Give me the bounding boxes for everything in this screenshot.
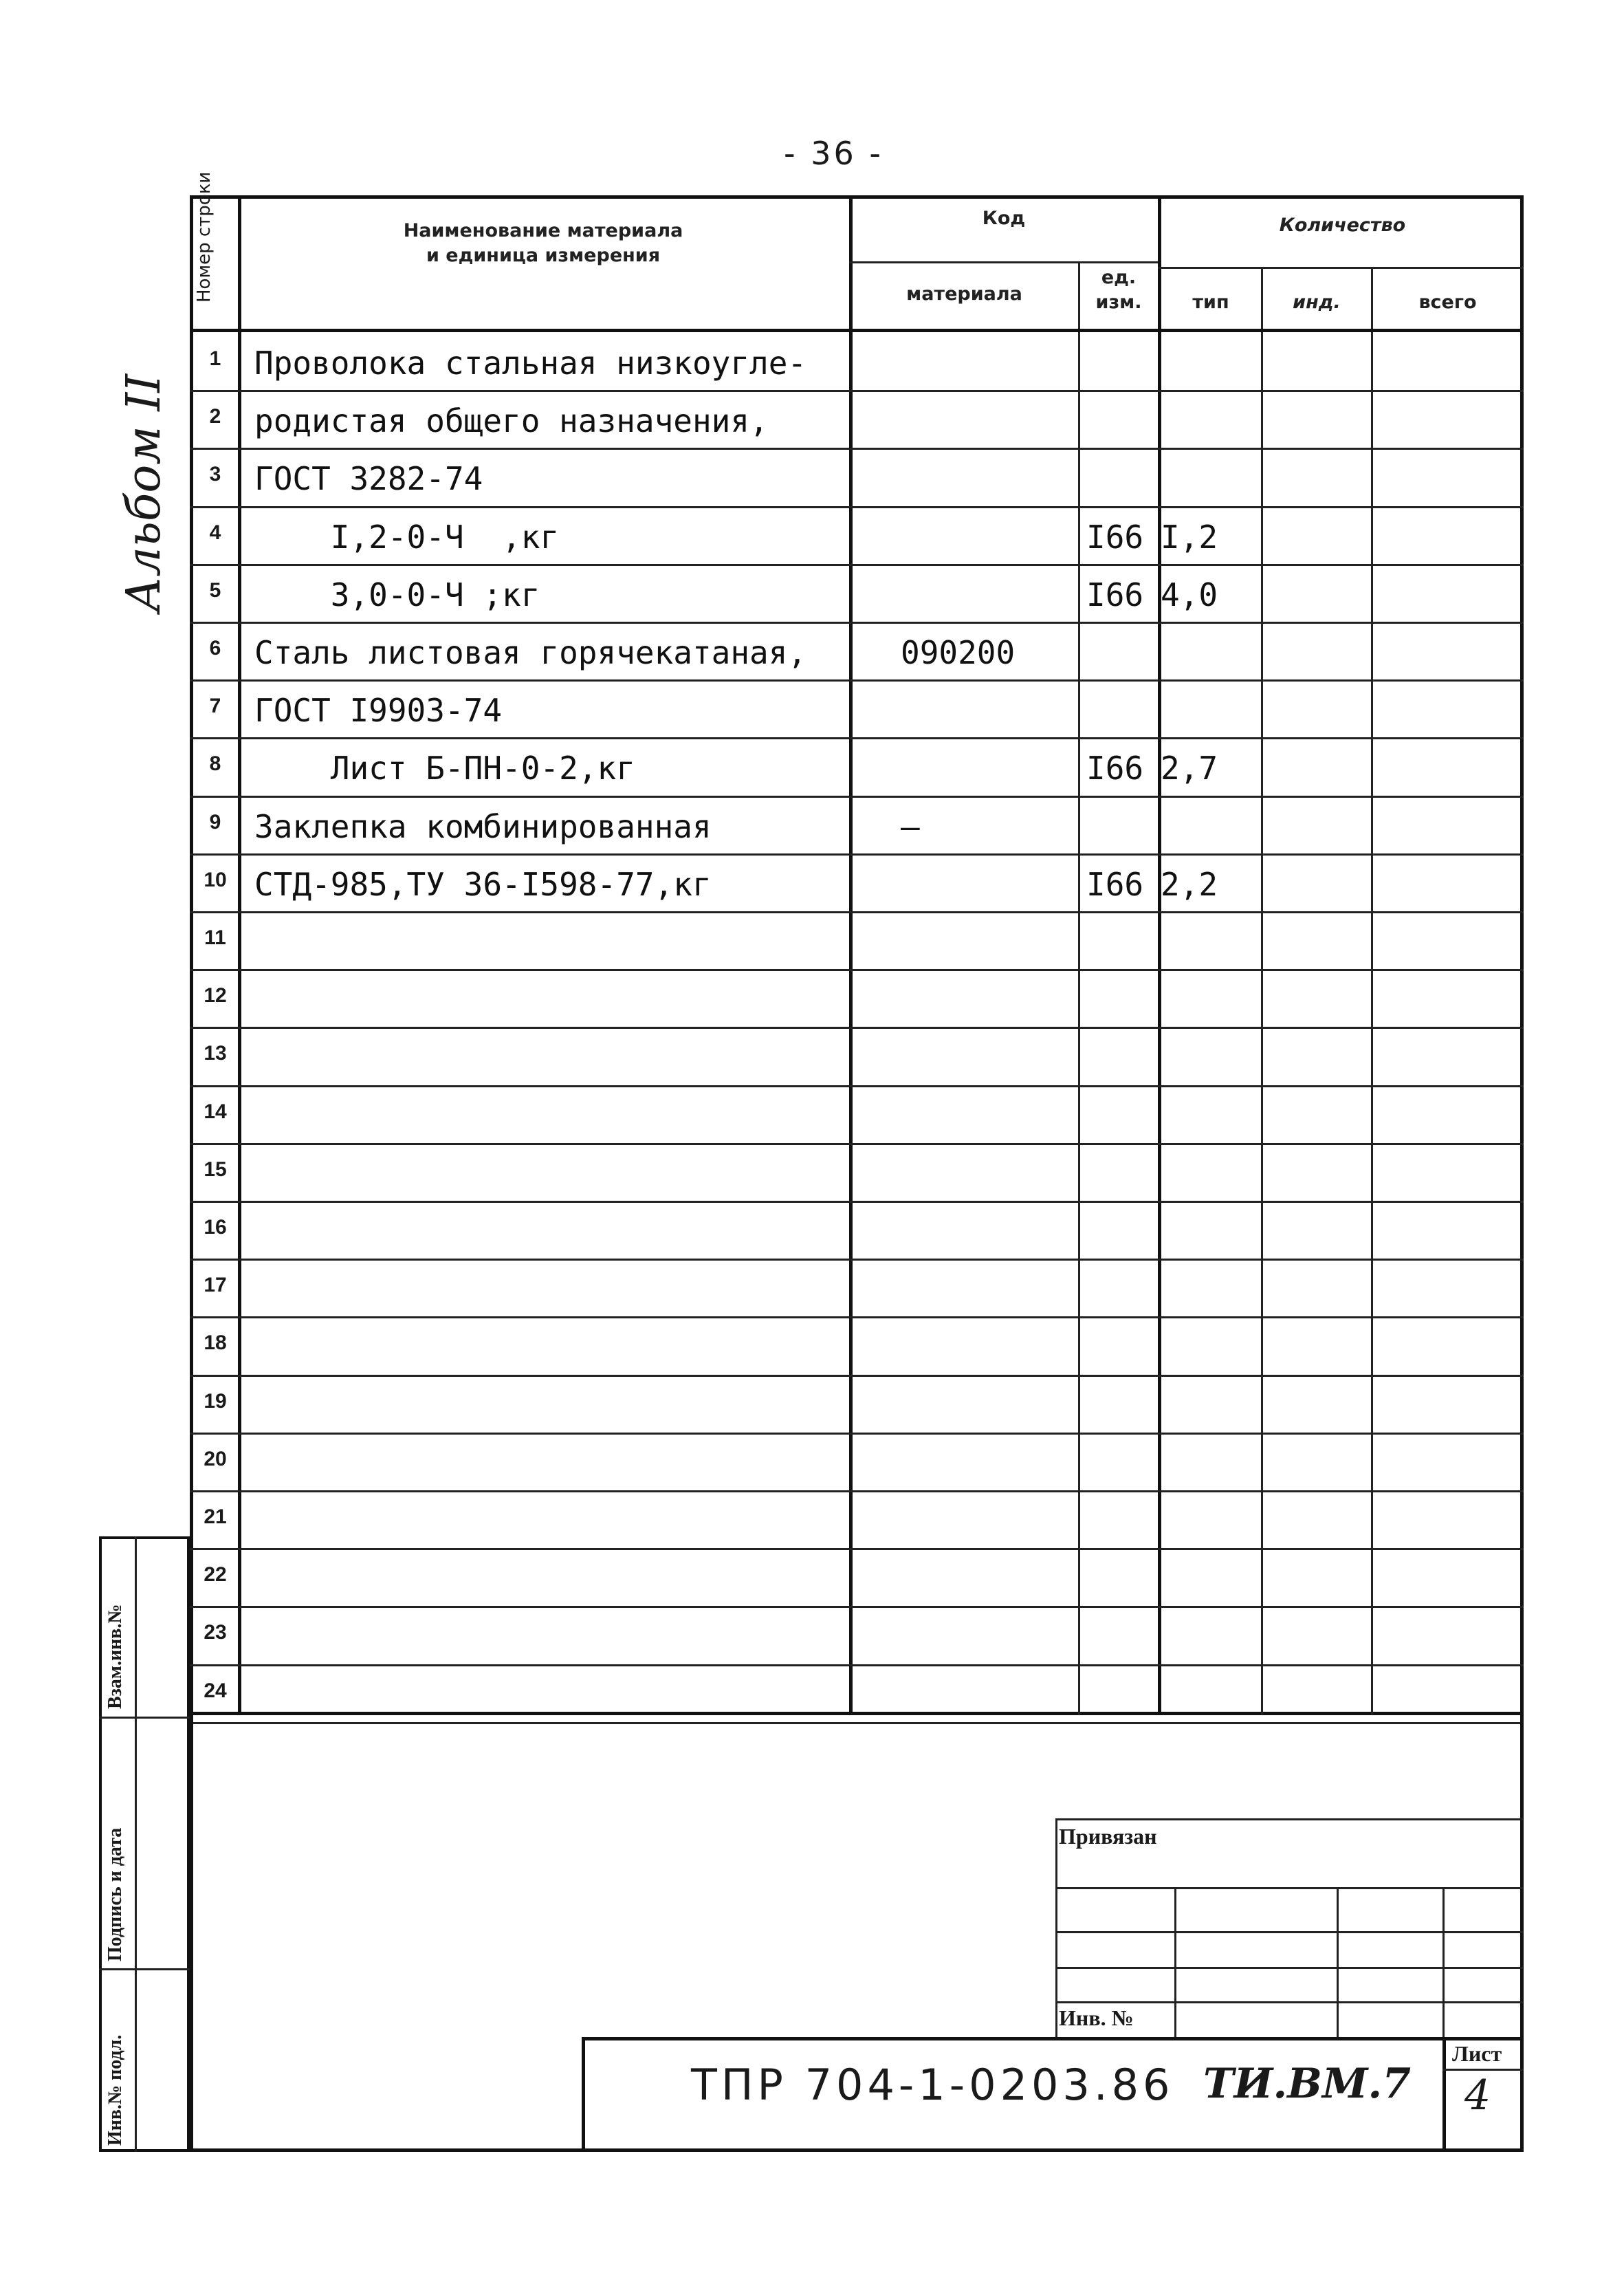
row-line [190, 564, 1524, 566]
unit-column-divider [1158, 195, 1161, 1715]
row-line [190, 1316, 1524, 1318]
row-number: 9 [209, 811, 221, 834]
row-line [190, 853, 1524, 856]
row-name: Проволока стальная низкоугле- [254, 345, 807, 382]
row-number: 4 [209, 521, 221, 544]
row-qty-type: 2,7 [1161, 750, 1218, 787]
side-stamp-line-1 [99, 1717, 190, 1719]
album-label: Альбом II [117, 374, 171, 612]
row-number: 14 [204, 1100, 227, 1123]
doc-suffix: ТИ.ВМ.7 [1203, 2060, 1411, 2108]
row-name: Лист Б-ПН-0-2,кг [254, 750, 635, 787]
header-code: Код [982, 208, 1026, 229]
side-stamp-divider [135, 1536, 137, 2152]
row-line [190, 969, 1524, 971]
row-name: ГОСТ 3282-74 [254, 460, 483, 497]
row-line [190, 1027, 1524, 1029]
row-number: 22 [204, 1563, 227, 1586]
row-number: 2 [209, 405, 221, 428]
side-stamp-line-2 [99, 1968, 190, 1970]
tb-line-v3 [1337, 1887, 1339, 2038]
tb-sheet-divider [1442, 2037, 1446, 2152]
tb-line-h2 [1055, 1887, 1523, 1889]
row-qty-type: 2,2 [1161, 866, 1218, 903]
tb-line-v2 [1174, 1887, 1176, 2038]
header-code-material: материала [906, 283, 1022, 305]
header-quantity: Количество [1279, 215, 1406, 236]
row-unit-code: I66 [1086, 576, 1144, 613]
row-number: 12 [204, 984, 227, 1007]
row-line [190, 1201, 1524, 1203]
row-number: 21 [204, 1505, 227, 1528]
header-name: Наименование материала и единица измерения [403, 220, 683, 267]
tb-main-line [582, 2037, 1524, 2040]
row-line [190, 1606, 1524, 1608]
row-qty-type: 4,0 [1161, 576, 1218, 613]
page-number: - 36 - [784, 135, 884, 172]
row-number: 18 [204, 1331, 227, 1354]
row-line [190, 506, 1524, 508]
row-name: 3,0-0-Ч ;кг [254, 576, 540, 613]
tb-line-h4 [1055, 1967, 1523, 1969]
row-unit-code: I66 [1086, 866, 1144, 903]
row-name: СТД-985,ТУ 36-I598-77,кг [254, 866, 712, 903]
row-name: ГОСТ I9903-74 [254, 692, 503, 729]
name-column-divider [849, 195, 853, 1715]
type-column-divider [1261, 267, 1263, 1715]
row-line [190, 1085, 1524, 1087]
row-unit-code: I66 [1086, 519, 1144, 556]
row-line [190, 1664, 1524, 1666]
row-number: 23 [204, 1621, 227, 1644]
row-number: 1 [209, 347, 221, 370]
row-line [190, 1143, 1524, 1145]
row-name: I,2-0-Ч ,кг [254, 519, 560, 556]
header-row-number: Номер строки [194, 171, 215, 303]
row-number: 7 [209, 695, 221, 717]
header-qty-type: тип [1192, 292, 1229, 313]
tb-privyazan: Привязан [1059, 1824, 1157, 1849]
row-number: 5 [209, 579, 221, 602]
tb-sheet-line [1442, 2069, 1524, 2071]
code-subheader-line [849, 261, 1158, 263]
row-unit-code: I66 [1086, 750, 1144, 787]
header-code-unit: ед. изм. [1095, 267, 1142, 314]
material-column-divider [1078, 261, 1080, 1715]
sheet-label: Лист [1452, 2041, 1502, 2066]
tb-line-h5 [1055, 2001, 1523, 2003]
row-number: 11 [204, 926, 226, 949]
tb-line-h1 [1055, 1818, 1523, 1820]
side-label-inv-podl: Инв.№ подл. [105, 2034, 126, 2146]
row-line [190, 737, 1524, 739]
quantity-subheader-line [1158, 267, 1524, 269]
row-line [190, 911, 1524, 913]
row-number: 6 [209, 637, 221, 660]
row-number: 19 [204, 1390, 227, 1413]
row-name: родистая общего назначения, [254, 402, 769, 439]
row-line [190, 1259, 1524, 1261]
side-label-vzam: Взам.инв.№ [105, 1604, 126, 1709]
row-number: 8 [209, 752, 221, 775]
tb-line-v1 [1055, 1818, 1057, 2038]
row-line [190, 796, 1524, 798]
tb-line-h3 [1055, 1931, 1523, 1933]
row-line [190, 1375, 1524, 1377]
row-number: 16 [204, 1216, 227, 1239]
row-line [190, 1433, 1524, 1435]
row-number: 15 [204, 1158, 227, 1181]
row-line [190, 1548, 1524, 1550]
row-qty-type: I,2 [1161, 519, 1218, 556]
row-line [190, 1490, 1524, 1492]
row-name: Сталь листовая горячекатаная, [254, 634, 807, 671]
row-number: 3 [209, 463, 221, 486]
row-line [190, 448, 1524, 450]
tb-inv-no: Инв. № [1059, 2005, 1134, 2030]
row-number: 24 [204, 1679, 227, 1702]
row-number: 13 [204, 1042, 227, 1065]
doc-code: ТПР 704-1-0203.86 [691, 2060, 1174, 2110]
row-material-code: – [901, 808, 920, 845]
sheet-number: 4 [1464, 2071, 1491, 2120]
row-number: 20 [204, 1448, 227, 1470]
row-line [190, 622, 1524, 624]
row-line [190, 390, 1524, 392]
header-qty-ind: инд. [1293, 292, 1341, 313]
row-number: 10 [204, 869, 227, 891]
row-number: 17 [204, 1274, 227, 1296]
header-qty-total: всего [1418, 292, 1477, 313]
ind-column-divider [1371, 267, 1373, 1715]
row-number-divider [238, 195, 241, 1715]
tb-main-left [582, 2037, 585, 2152]
header-bottom-line [190, 329, 1524, 332]
row-material-code: 090200 [901, 634, 1016, 671]
side-label-podpis: Подпись и дата [105, 1827, 126, 1961]
row-line [190, 679, 1524, 682]
row-name: Заклепка комбинированная [254, 808, 712, 845]
